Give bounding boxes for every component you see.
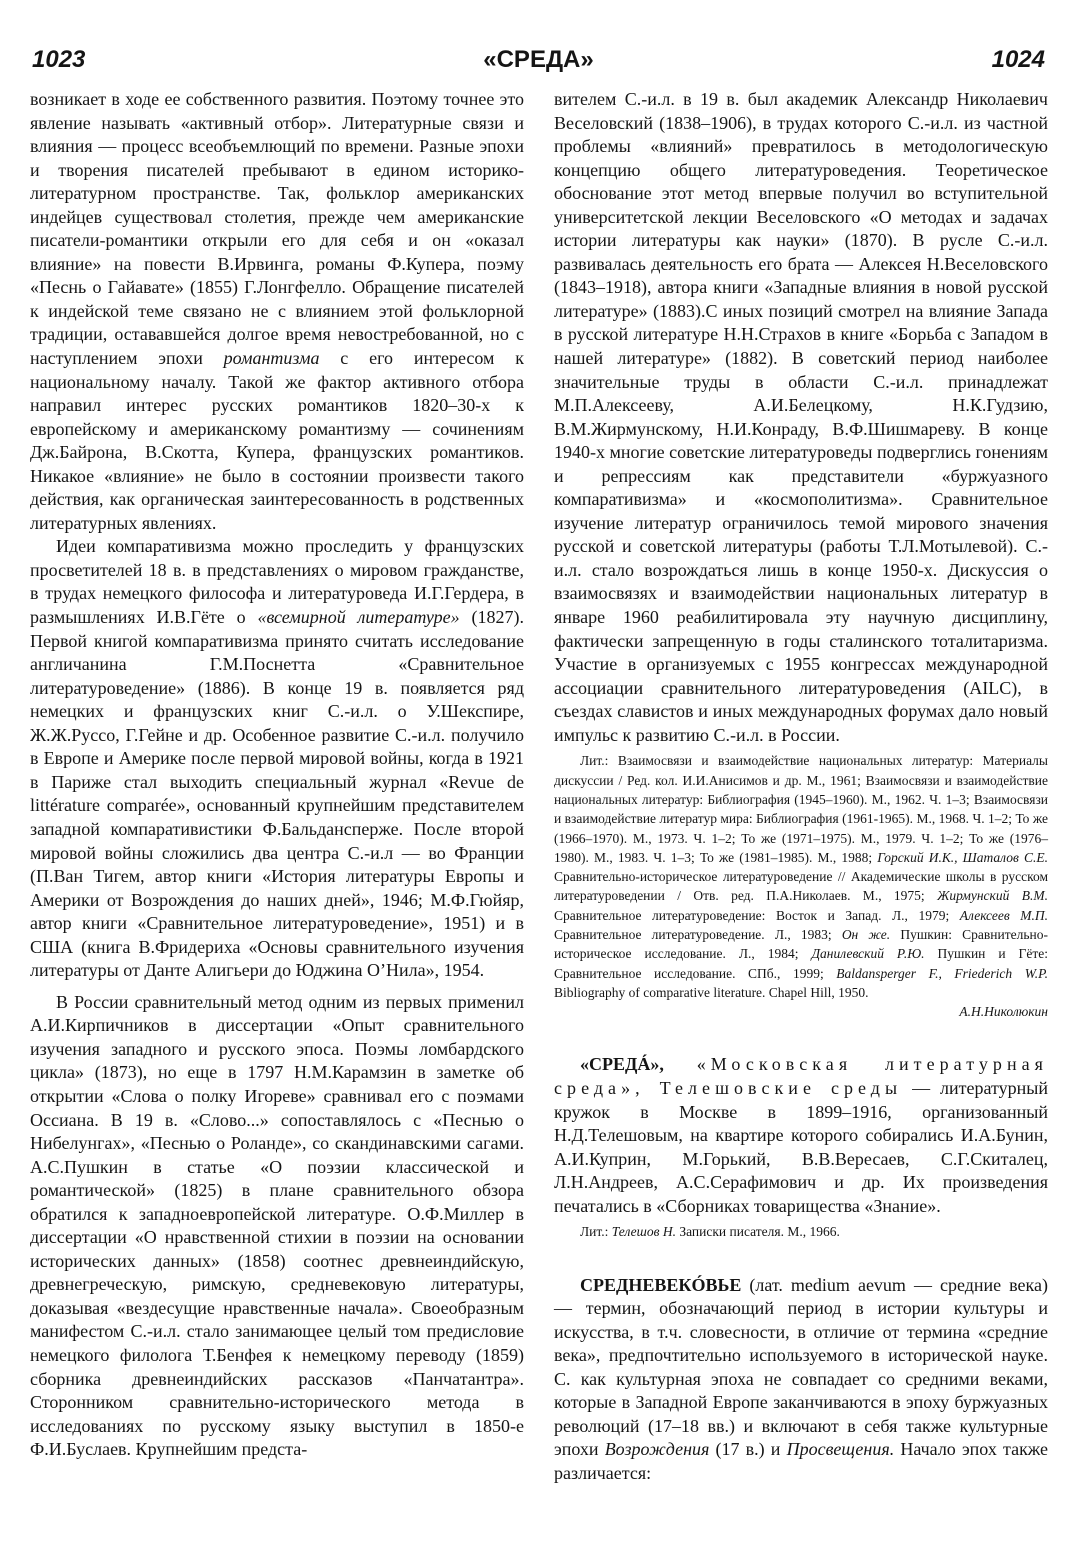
author-name: Baldansperger F., Friederich W.P. <box>836 965 1048 981</box>
text-span: — литературный кружок в Москве в 1899–1916, организованный Н.Д.Телешовым, на квартире которого собирались И.А.Бунин, А.И.Куприн, М.Горький, В.В.Вересаев, С.Г.Скиталец, Л.Н.Андреев, А.С.Серафимович и др. Их произведения печатались в «Сборниках товарищества «Знание». <box>554 1078 1048 1216</box>
entry-sreda <box>554 1053 1048 1218</box>
entry-headword: «СРЕДÁ», <box>580 1054 664 1075</box>
entry-separator <box>554 1021 1048 1035</box>
paragraph-comparativism <box>30 535 524 982</box>
term-link-renaissance: Возрождения <box>604 1439 710 1460</box>
term-link-romanticism: романтизма <box>223 348 320 369</box>
text-span: Сравнительно-историческое литературоведение // Академические школы в русском литературоведении / Отв. ред. П.А.Николаев. М., 1975; <box>554 869 1048 904</box>
text-span: Записки писателя. М., 1966. <box>675 1224 840 1240</box>
author-name: Жирмунский В.М. <box>937 888 1048 904</box>
article-author: А.Н.Николюкин <box>959 1004 1048 1020</box>
text-span: (1827). Первой книгой компаративизма принято считать исследование англичанина Г.М.Поснетта «Сравнительное литературоведение» (1886). В конце 19 в. появляется ряд немецких и французских книг С.-и.л. о У.Шекспире, Ж.Ж.Руссо, Г.Гейне и др. Особенное развитие С.-и.л. получило в Европе и Америке после первой мировой войны, когда в 1921 в Париже стал выходить специальный журнал «Revue de littérature comparée», основанный крупнейшим представителем западной компаративистики Ф.Бальдансперже. После второй мировой войны сложились два центра С.-и.л — во Франции (П.Ван Тигем, автор книги «История литературы Европы и Америки от Возрождения до наших дней», 1946; М.Ф.Гюйяр, автор книги «Сравнительное литературоведение», 1951) и в США (книга В.Фридериха «Основы сравнительного изучения литературы от Данте Алигьери до Юджина О’Нила», 1954. <box>30 607 524 981</box>
text-span: Начало эпох также различается: <box>554 1439 1048 1483</box>
left-column <box>30 88 524 1462</box>
paragraph-russia: В России сравнительный метод одним из первых применил А.И.Кирпичников в диссертации «Опыт сравнительного изучения западного и русского эпоса. Поэмы ломбардского цикла» (1873), но еще в 1797 Н.М.Карамзин в заметке об открытии «Слова о полку Игореве» сравнивал его с поэмами Оссиана. В 19 в. «Слово...» сопоставлялось с «Песнью о Нибелунгах», «Песнью о Роланде», со скандинавскими сагами. А.С.Пушкин в статье «О поэзии классической и романтической» (1825) в плане сравнительного обзора обратился к западноевропейской литературе. О.Ф.Миллер в диссертации «О нравственной стихии в поэзии на основании исторических данных» (1858) соотнес древнеиндийскую, древнегреческую, римскую, средневековую литературы, доказывая «вездесущие нравственные начала». Своеобразным манифестом С.-и.л. стало занимающее целый том предисловие немецкого филолога Т.Бенфея к немецкому переводу (1859) сборника древнеиндийских рассказов «Панчатантра». Сторонником сравнительно-исторического метода в исследованиях по русскому языку выступил в 1850-е Ф.И.Буслаев. Крупнейшим предста- <box>30 991 524 1460</box>
text-span: Пушкин и Гёте: Сравнительное исследование. СПб., 1999; <box>554 946 1048 981</box>
text-span: Взаимосвязи и взаимодействие национальных литератур: Материалы дискуссии / Ред. кол. И.И.Анисимов и др. М., 1961; Взаимосвязи и взаимодействие национальных литератур: Библиография (1945–1960). М., 1962. Ч. 1–3; Взаимосвязи и взаимодействие литератур мира: Библиография (1961-1965). М., 1968. Ч. 1–2; То же (1966–1970). М., 1973. Ч. 1–2; То же (1971–1975). М., 1979. Ч. 1–2; То же (1976–1980). М., 1983. Ч. 1–3; То же (1981–1985). М., 1988; <box>554 753 1048 865</box>
text-span: Пушкин: Сравнительно-историческое исследование. Л., 1984; <box>554 926 1048 962</box>
entry-variant-names: «Московская литературная среда», Телешовские среды <box>554 1054 1048 1099</box>
entry-headword: СРЕДНЕВЕКÓВЬЕ <box>580 1274 742 1295</box>
text-span: с его интересом к национальному началу. Такой же фактор активного отбора направил интерес русских романтиков 1820–30-х к европейскому и американскому романтизму — сочинениям Дж.Байрона, В.Скотта, Купера, французских романтиков. Никакое «влияние» не было в состоянии произвести такого действия, как органическая заинтересованность в родственных литературных явлениях. <box>30 348 524 533</box>
text-span: (лат. medium aevum — средние века) — термин, обозначающий период в истории культуры и искусства, в т.ч. словесности, в отличие от термина «средние века», предпочтительно используемого в исторической науке. С. как культурная эпоха не совпадает со средними веками, которые в Западной Европе заканчиваются в эпоху буржуазных революций (17–18 вв.) и включают в себя также культурные эпохи <box>554 1274 1048 1460</box>
bibliography-comparative <box>554 751 1048 1021</box>
entry-middle-ages <box>554 1274 1048 1486</box>
term-link-enlightenment: Просвещения. <box>786 1439 895 1460</box>
author-name: Данилевский Р.Ю. <box>811 946 925 962</box>
running-head <box>32 46 1045 80</box>
paragraph-active-selection <box>30 88 524 535</box>
text-span: Идеи компаративизма можно проследить у французских просветителей 18 в. в представлениях о мировом гражданстве, в трудах немецкого философа и литературоведа И.Г.Гердера, в размышлениях И.В.Гёте о <box>30 536 524 628</box>
running-headword: «СРЕДА» <box>483 46 594 73</box>
right-column <box>554 88 1048 1486</box>
paragraph-veselovsky: вителем С.-и.л. в 19 в. был академик Александр Николаевич Веселовский (1838–1906), в трудах которого С.-и.л. из частной проблемы «влияний» превратилось в методологическую концепцию общего литературоведения. Теоретическое обоснование этот метод впервые получил во вступительной университетской лекции Веселовского «О методах и задачах истории литературы как науки» (1870). В русле С.-и.л. развивалась деятельность его брата — Алексея Н.Веселовского (1843–1918), автора книги «Западные влияния в новой русской литературе» (1883).С иных позиций смотрел на влияние Запада в русской литературе Н.Н.Страхов в книге «Борьба с Западом в нашей литературе» (1882). В советский период наиболее значительные труды в области С.-и.л. принадлежат М.П.Алексееву, А.И.Белецкому, Н.К.Гудзию, В.М.Жирмунскому, Н.И.Конраду, В.Ф.Шишмареву. В конце 1940-х многие советские литературоведы подверглись гонениям и репрессиям как представители «буржуазного компаративизма» и «космополитизма». Сравнительное изучение литератур ограничилось темой мирового значения русской и советской литературы (работы Т.Л.Мотылевой). С.-и.л. стало возрождаться лишь в конце 1950-х. Дискуссия о взаимосвязях и взаимодействии национальных литератур в январе 1960 реабилитировала эту научную дисциплину, фактически запрещенную в годы сталинского тоталитаризма. Участие в организуемых с 1955 конгрессах международной ассоциации сравнительного литературоведения (AILC), в съездах славистов и иных международных форумах дало новый импульс к развитию С.-и.л. в России. <box>554 89 1048 745</box>
author-name: Алексеев М.П. <box>959 907 1048 923</box>
bibliography-label: Лит.: <box>580 1224 609 1240</box>
author-name: Горский И.К., Шаталов С.Е. <box>877 849 1048 865</box>
author-name: Телешов Н. <box>608 1224 676 1240</box>
entry-separator <box>554 1242 1048 1256</box>
text-span: (17 в.) и <box>709 1439 787 1460</box>
text-span: Bibliography of comparative literature. Chapel Hill, 1950. <box>554 984 869 1000</box>
page-number-right: 1024 <box>991 46 1045 73</box>
bibliography-sreda <box>554 1222 1048 1241</box>
page-number-left: 1023 <box>32 46 86 73</box>
text-span: Сравнительное литературоведение. Л., 1983; <box>554 926 842 942</box>
author-name: Он же. <box>841 926 891 942</box>
term-link-world-literature: «всемирной литературе» <box>257 607 460 628</box>
text-span: Сравнительное литературоведение: Восток и Запад. Л., 1979; <box>554 907 960 923</box>
bibliography-label: Лит.: <box>580 753 609 769</box>
text-span: возникает в ходе ее собственного развития. Поэтому точнее это явление называть «активный отбор». Литературные связи и влияния — процесс всеобъемлющий по времени. Разные эпохи и творения писателей пребывают в едином историко-литературном пространстве. Так, фольклор американских индейцев существовал столетия, прежде чем американские писатели-романтики открыли его для себя и он «оказал влияние» на повести В.Ирвинга, романы Ф.Купера, поэму «Песнь о Гайавате» (1855) Г.Лонгфелло. Обращение писателей к индейской теме связано не с влиянием этой фольклорной традиции, остававшейся долгое время невостребованной, но с наступлением эпохи <box>30 89 524 369</box>
